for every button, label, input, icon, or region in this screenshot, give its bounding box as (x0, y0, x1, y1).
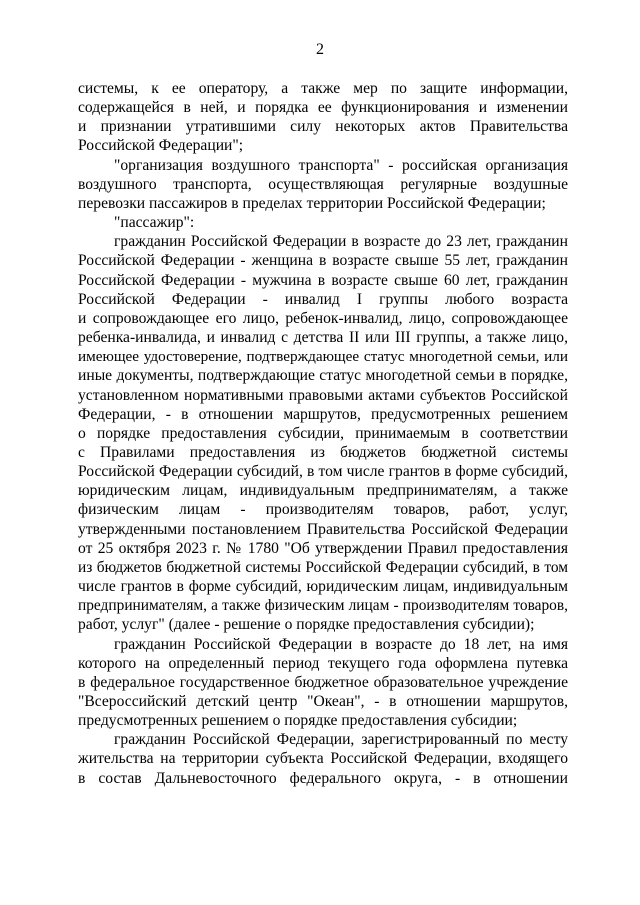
text-line: гражданин Российской Федерации, зарегистрированный по месту (114, 731, 568, 749)
text-line: утвержденными постановлением Правительства Российской Федерации (78, 520, 568, 538)
text-line: ребенка-инвалида, и инвалид с детства II или III группы, а также лицо, (78, 329, 568, 347)
text-line: Российской Федерации"; (78, 137, 244, 155)
text-line: "Всероссийский детский центр "Океан", - в отношении маршрутов, (78, 693, 568, 710)
text-line: "организация воздушного транспорта" - российская организация (114, 156, 568, 174)
text-line: гражданин Российской Федерации в возрасте до 23 лет, гражданин (114, 233, 568, 251)
text-line: содержащейся в ней, и порядка ее функционирования и изменении (78, 99, 568, 117)
text-line: "пассажир": (114, 214, 195, 232)
text-line: работ, услуг" (далее - решение о порядке предоставления субсидии); (78, 616, 535, 634)
text-line: воздушного транспорта, осуществляющая регулярные воздушные (78, 175, 568, 193)
text-line: Российской Федерации - инвалид I группы любого возраста (78, 290, 568, 308)
text-line: и сопровождающее его лицо, ребенок-инвалид, лицо, сопровождающее (78, 309, 568, 327)
text-line: которого на определенный период текущего года оформлена путевка (78, 654, 568, 672)
text-line: системы, к ее оператору, а также мер по защите информации, (78, 80, 568, 97)
text-line: числе грантов в форме субсидий, юридическим лицам, индивидуальным (78, 578, 568, 596)
text-line: о порядке предоставления субсидии, принимаемым в соответствии (78, 424, 568, 442)
text-line: от 25 октября 2023 г. № 1780 "Об утверждении Правил предоставления (78, 539, 568, 557)
text-line: в федеральное государственное бюджетное образовательное учреждение (78, 673, 568, 691)
text-line: Российской Федерации - мужчина в возрасте свыше 60 лет, гражданин (78, 271, 568, 289)
text-line: из бюджетов бюджетной системы Российской Федерации субсидий, в том (78, 558, 568, 576)
text-line: с Правилами предоставления из бюджетов бюджетной системы (78, 443, 568, 461)
text-line: физическим лицам - производителям товаров, работ, услуг, (78, 501, 568, 519)
text-line: имеющее удостоверение, подтверждающее статус многодетной семьи, или (78, 348, 568, 366)
text-line: жительства на территории субъекта Российской Федерации, входящего (78, 750, 568, 768)
text-line: и признании утратившими силу некоторых актов Правительства (78, 118, 568, 136)
text-line: гражданин Российской Федерации в возрасте до 18 лет, на имя (114, 635, 568, 653)
document-body (78, 79, 568, 788)
text-line: установленном нормативными правовыми актами субъектов Российской (78, 386, 568, 404)
text-line: предусмотренных решением о порядке предоставления субсидии; (78, 712, 518, 730)
text-line: перевозки пассажиров в пределах территории Российской Федерации; (78, 194, 546, 212)
text-line: Российской Федерации - женщина в возрасте свыше 55 лет, гражданин (78, 252, 568, 270)
text-line: Российской Федерации субсидий, в том числе грантов в форме субсидий, (78, 463, 568, 481)
text-line: в состав Дальневосточного федерального округа, - в отношении (78, 769, 568, 787)
text-line: юридическим лицам, индивидуальным предпринимателям, а также (78, 482, 568, 500)
page-number: 2 (316, 41, 324, 58)
text-line: предпринимателям, а также физическим лицам - производителям товаров, (78, 597, 568, 615)
text-line: иные документы, подтверждающие статус многодетной семьи в порядке, (78, 367, 568, 385)
text-line: Федерации, - в отношении маршрутов, предусмотренных решением (78, 405, 568, 423)
